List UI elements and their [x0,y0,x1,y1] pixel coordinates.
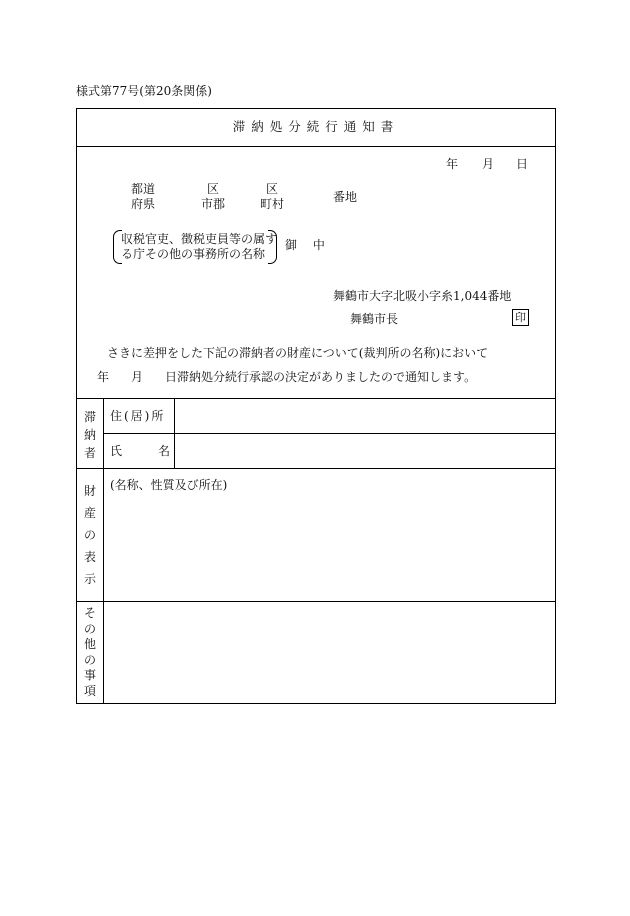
issuer-name: 舞鶴市長 [350,312,399,326]
address-banchi: 番地 [333,190,358,204]
name-field[interactable] [180,437,550,465]
address-shigun: 市郡 [201,197,226,211]
body-year-label: 年 [97,370,110,384]
addressee-line-2: る庁その他の事務所の名称 [121,247,266,261]
body-text-line-1: さきに差押をした下記の滞納者の財産について(裁判所の名称)において [107,346,489,360]
other-matters-header: そ の 他 の 事 項 [83,606,96,698]
property-header: 財 産 の 表 示 [83,484,96,586]
addressee-honorific: 御 中 [285,238,331,252]
taxpayer-middle-line [103,433,556,434]
body-month-label: 月 [131,370,144,384]
body-text-line-2 [97,371,476,383]
addressee-line-1: 収税官吏、徴税吏員等の属す [121,232,278,246]
address-label: 住(居)所 [110,409,166,423]
date-month-label: 月 [482,157,495,171]
taxpayer-header: 滞 納 者 [83,410,96,460]
date-day-label: 日 [516,157,529,171]
addressee-bracket-right [268,230,277,264]
property-note: (名称、性質及び所在) [110,478,228,492]
other-matters-field[interactable] [108,606,550,698]
address-todo: 都道 [131,182,156,196]
document-title: 滞納処分続行通知書 [232,119,400,134]
label-column-line [103,398,104,704]
date-year-label: 年 [446,157,459,171]
address-field[interactable] [180,402,550,430]
taxpayer-top-line [76,398,556,399]
issuer-address: 舞鶴市大字北吸小字糸1,044番地 [333,289,512,303]
property-bottom-line [76,601,556,602]
address-chouson: 町村 [260,197,285,211]
title-divider [76,146,556,147]
taxpayer-bottom-line [76,468,556,469]
seal-mark: 印 [512,309,529,326]
address-fuken: 府県 [131,197,156,211]
property-field[interactable] [108,496,550,596]
address-ku-1: 区 [207,182,220,196]
body-text-rest: 日滞納処分続行承認の決定がありましたので通知します。 [165,370,477,384]
form-number: 様式第77号(第20条関係) [76,84,212,98]
name-label-1: 氏 [110,444,123,458]
addressee-text [121,232,277,262]
name-label-2: 名 [158,444,171,458]
address-ku-2: 区 [266,182,279,196]
